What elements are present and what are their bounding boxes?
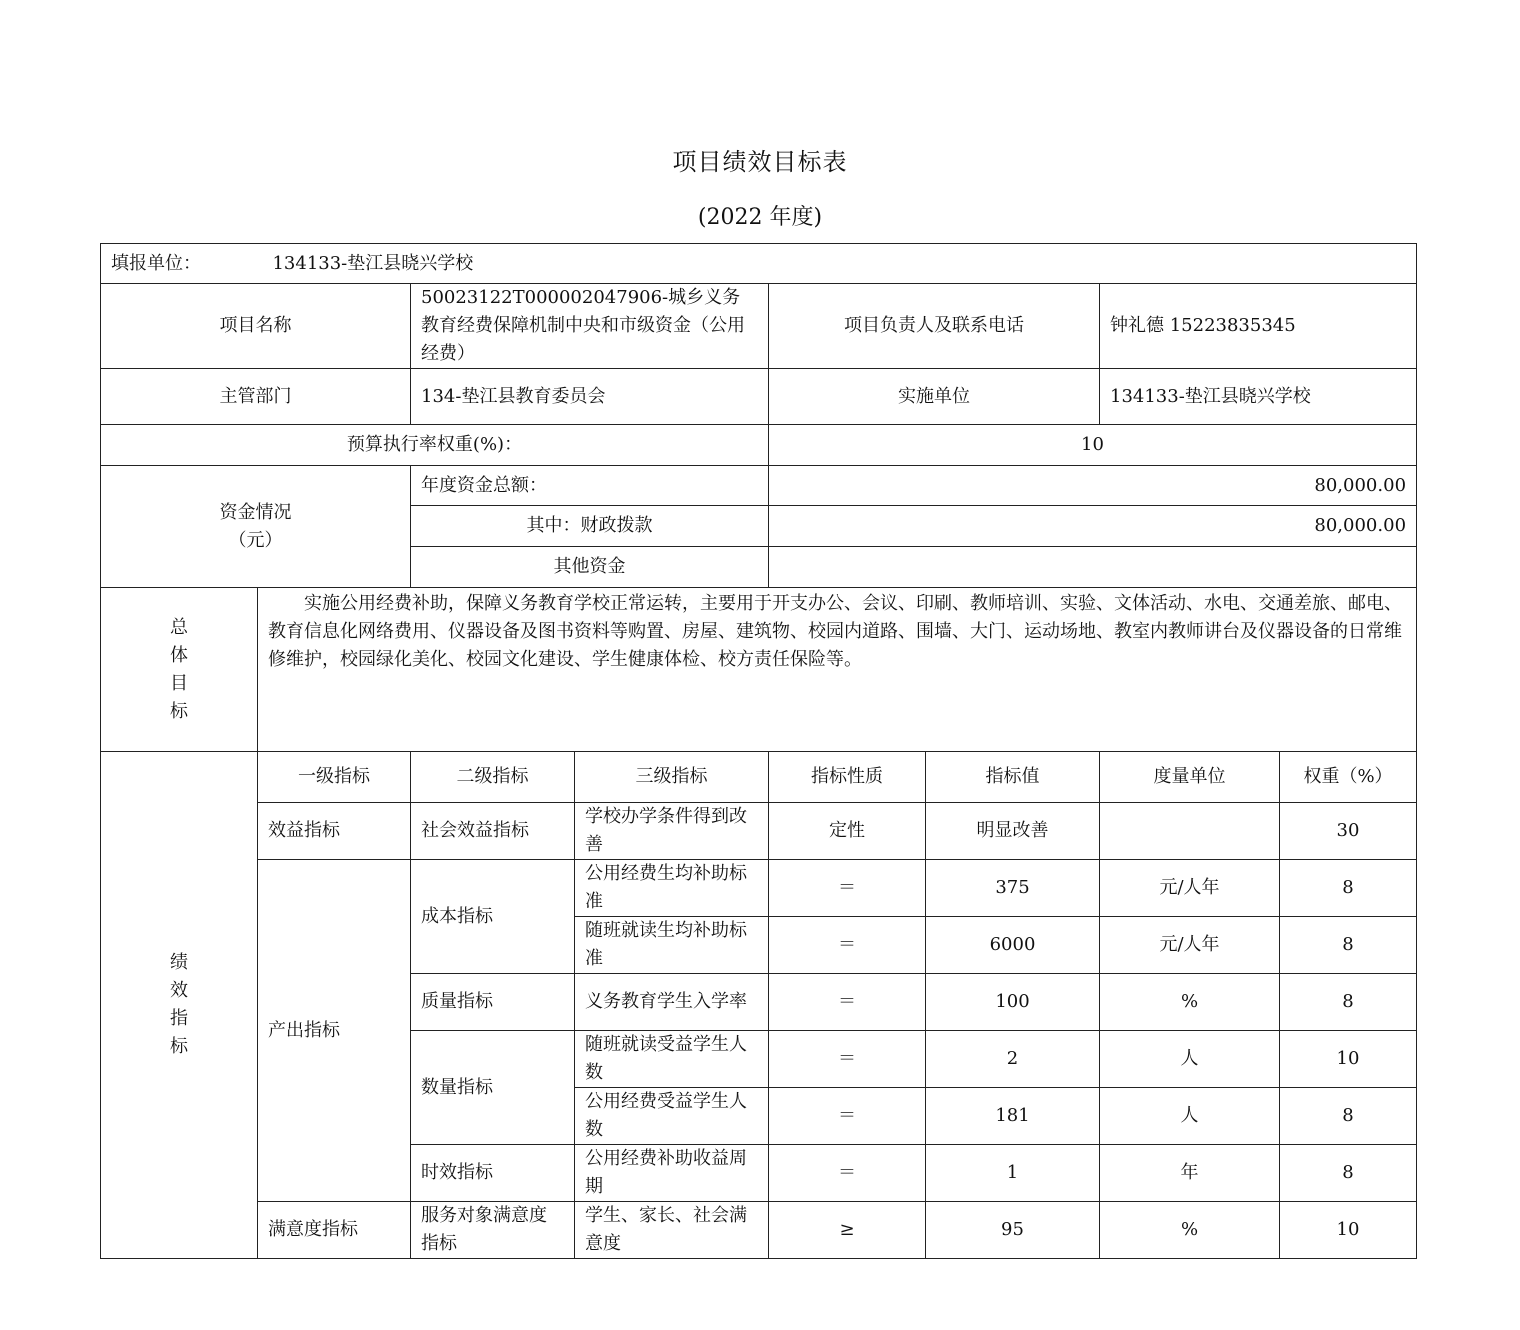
- value-cell: 181: [926, 1088, 1100, 1145]
- level3-cell: 公用经费受益学生人数: [575, 1088, 769, 1145]
- reporting-unit-label: 填报单位：: [111, 252, 201, 274]
- budget-weight-value: 10: [769, 425, 1417, 466]
- project-name-value: 50023122T000002047906-城乡义务教育经费保障机制中央和市级资金（公用经费）: [411, 284, 769, 369]
- funds-fiscal-label: 其中：财政拨款: [411, 506, 769, 547]
- unit-cell: 人: [1100, 1031, 1280, 1088]
- value-cell: 375: [926, 860, 1100, 917]
- indicators-label-char: 效: [170, 980, 188, 1001]
- nature-cell: ＝: [769, 860, 926, 917]
- level1-cell: 满意度指标: [258, 1202, 411, 1259]
- nature-cell: ＝: [769, 1145, 926, 1202]
- level3-cell: 随班就读生均补助标准: [575, 917, 769, 974]
- goal-label-char: 标: [170, 700, 188, 722]
- unit-cell: %: [1100, 974, 1280, 1031]
- nature-cell: ≥: [769, 1202, 926, 1259]
- funds-other-label: 其他资金: [411, 547, 769, 588]
- goal-label-char: 体: [170, 644, 188, 666]
- level3-cell: 公用经费生均补助标准: [575, 860, 769, 917]
- weight-cell: 30: [1280, 803, 1417, 860]
- nature-cell: 定性: [769, 803, 926, 860]
- funds-label-line1: 资金情况: [219, 501, 292, 523]
- impl-unit-label: 实施单位: [769, 369, 1100, 425]
- page-subtitle: (2022 年度): [697, 205, 823, 230]
- level3-cell: 学校办学条件得到改善: [575, 803, 769, 860]
- value-cell: 100: [926, 974, 1100, 1031]
- table-row: [101, 803, 1417, 860]
- page-title: 项目绩效目标表: [672, 148, 848, 176]
- funds-other-value: [769, 547, 1417, 588]
- indicators-label: [101, 752, 258, 1259]
- unit-cell: 元/人年: [1100, 917, 1280, 974]
- value-cell: 1: [926, 1145, 1100, 1202]
- weight-cell: 10: [1280, 1202, 1417, 1259]
- level2-cell: 服务对象满意度指标: [411, 1202, 575, 1259]
- funds-total-value: 80,000.00: [769, 466, 1417, 506]
- unit-cell: 元/人年: [1100, 860, 1280, 917]
- value-cell: 明显改善: [926, 803, 1100, 860]
- level2-cell: 时效指标: [411, 1145, 575, 1202]
- nature-cell: ＝: [769, 974, 926, 1031]
- reporting-unit-row: [101, 244, 1417, 284]
- funds-fiscal-value: 80,000.00: [769, 506, 1417, 547]
- weight-cell: 8: [1280, 860, 1417, 917]
- project-name-label: 项目名称: [101, 284, 411, 369]
- impl-unit-value: 134133-垫江县晓兴学校: [1100, 369, 1417, 425]
- table-row: [101, 1202, 1417, 1259]
- level2-cell: 数量指标: [411, 1031, 575, 1145]
- nature-cell: ＝: [769, 1088, 926, 1145]
- project-leader-value: 钟礼德 15223835345: [1100, 284, 1417, 369]
- weight-cell: 10: [1280, 1031, 1417, 1088]
- funds-label: [101, 466, 411, 588]
- nature-cell: ＝: [769, 1031, 926, 1088]
- col-header-nature: 指标性质: [769, 752, 926, 803]
- unit-cell: 年: [1100, 1145, 1280, 1202]
- weight-cell: 8: [1280, 917, 1417, 974]
- col-header-value: 指标值: [926, 752, 1100, 803]
- level3-cell: 义务教育学生入学率: [575, 974, 769, 1031]
- funds-label-line2: （元）: [228, 529, 283, 551]
- reporting-unit-value: 134133-垫江县晓兴学校: [272, 252, 474, 274]
- level2-cell: 社会效益指标: [411, 803, 575, 860]
- unit-cell: 人: [1100, 1088, 1280, 1145]
- col-header-weight: 权重（%）: [1280, 752, 1417, 803]
- funds-total-label: 年度资金总额：: [411, 466, 769, 506]
- col-header-unit: 度量单位: [1100, 752, 1280, 803]
- nature-cell: ＝: [769, 917, 926, 974]
- col-header-level3: 三级指标: [575, 752, 769, 803]
- level1-cell: 产出指标: [258, 860, 411, 1202]
- value-cell: 95: [926, 1202, 1100, 1259]
- level2-cell: 质量指标: [411, 974, 575, 1031]
- indicators-label-char: 指: [170, 1008, 188, 1029]
- project-leader-label: 项目负责人及联系电话: [769, 284, 1100, 369]
- unit-cell: [1100, 803, 1280, 860]
- goal-label-char: 目: [170, 672, 188, 694]
- weight-cell: 8: [1280, 974, 1417, 1031]
- level1-cell: 效益指标: [258, 803, 411, 860]
- goal-text: 实施公用经费补助，保障义务教育学校正常运转，主要用于开支办公、会议、印刷、教师培训、实验、文体活动、水电、交通差旅、邮电、教育信息化网络费用、仪器设备及图书资料等购置、房屋、建筑物、校园内道路、围墙、大门、运动场地、教室内教师讲台及仪器设备的日常维修维护，校园绿化美化、校园文化建设、学生健康体检、校方责任保险等。: [258, 588, 1417, 752]
- dept-label: 主管部门: [101, 369, 411, 425]
- goal-label-char: 总: [170, 616, 188, 638]
- weight-cell: 8: [1280, 1088, 1417, 1145]
- value-cell: 2: [926, 1031, 1100, 1088]
- level2-cell: 成本指标: [411, 860, 575, 974]
- dept-value: 134-垫江县教育委员会: [411, 369, 769, 425]
- level3-cell: 公用经费补助收益周期: [575, 1145, 769, 1202]
- col-header-level2: 二级指标: [411, 752, 575, 803]
- goal-label: [101, 588, 258, 752]
- level3-cell: 学生、家长、社会满意度: [575, 1202, 769, 1259]
- performance-table: [100, 243, 1417, 1259]
- weight-cell: 8: [1280, 1145, 1417, 1202]
- indicators-label-char: 绩: [170, 952, 188, 973]
- unit-cell: %: [1100, 1202, 1280, 1259]
- budget-weight-label: 预算执行率权重(%)：: [101, 425, 769, 466]
- value-cell: 6000: [926, 917, 1100, 974]
- level3-cell: 随班就读受益学生人数: [575, 1031, 769, 1088]
- col-header-level1: 一级指标: [258, 752, 411, 803]
- indicators-label-char: 标: [170, 1036, 188, 1057]
- table-row: [101, 860, 1417, 917]
